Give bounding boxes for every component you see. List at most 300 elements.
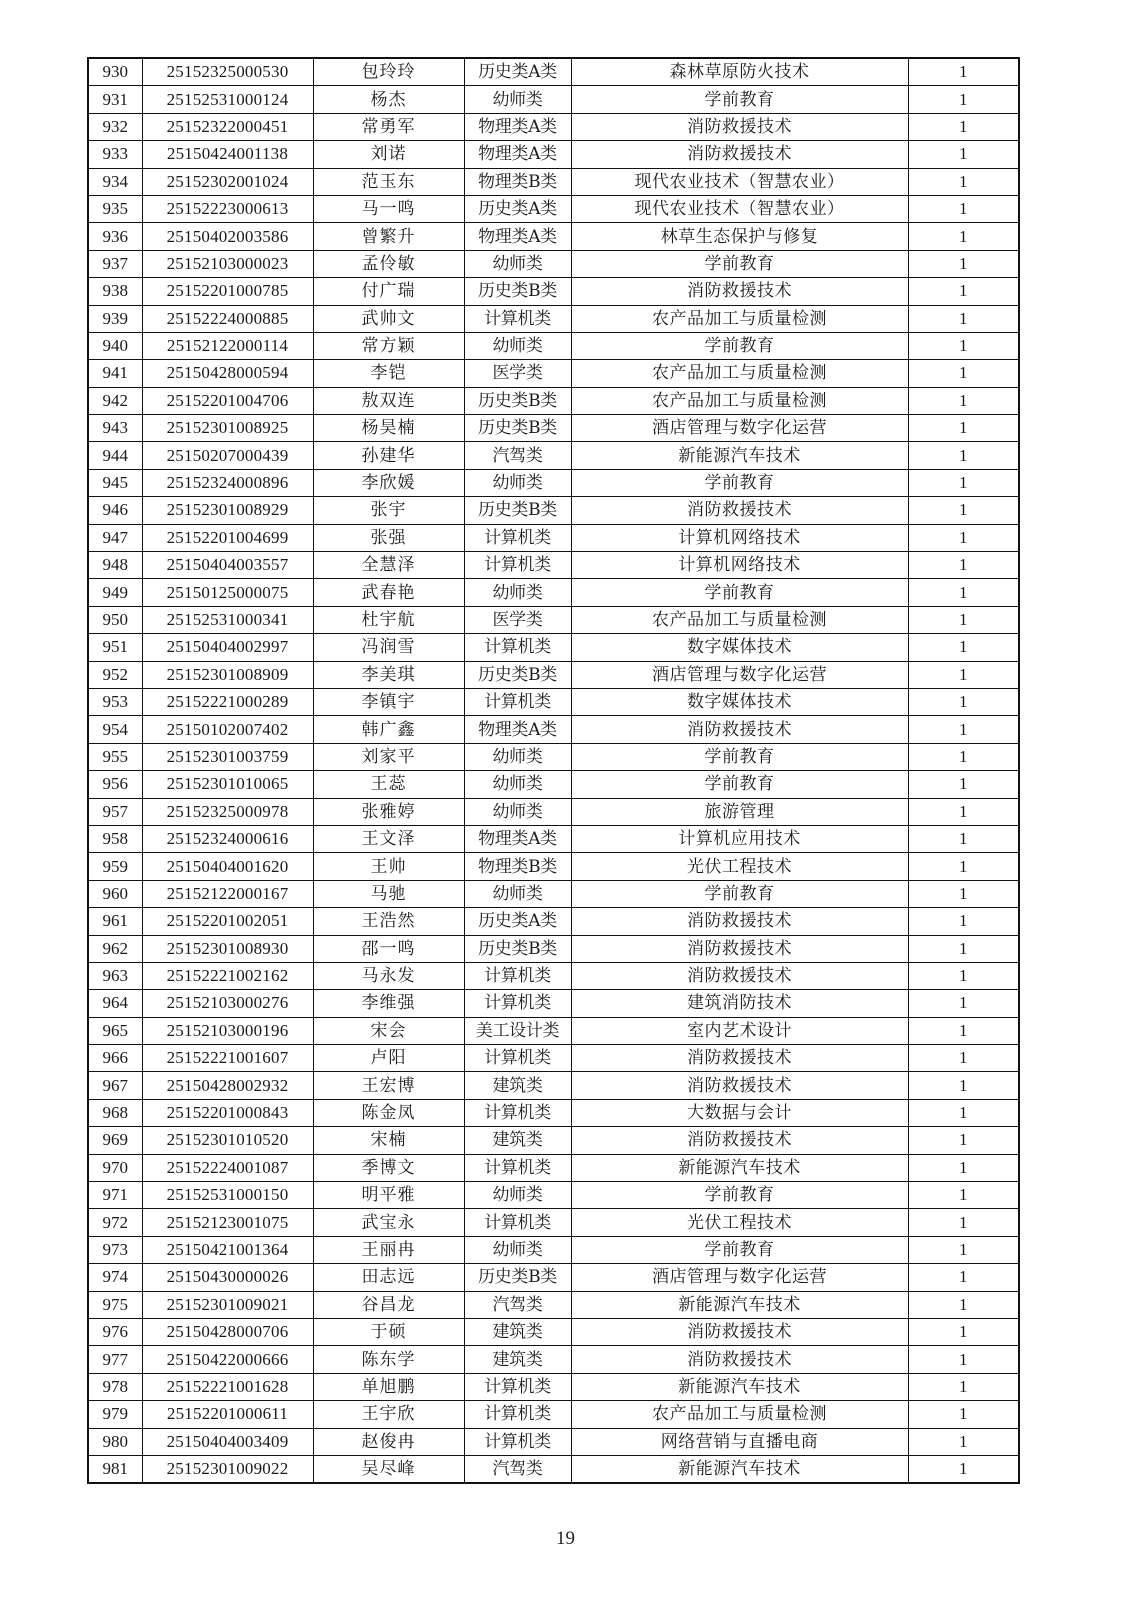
table-row bbox=[88, 743, 1019, 770]
table-row bbox=[88, 908, 1019, 935]
student-name-cell: 常勇军 bbox=[313, 113, 464, 140]
count-cell: 1 bbox=[908, 606, 1019, 633]
major-cell: 学前教育 bbox=[571, 1236, 908, 1263]
student-name-cell: 付广瑞 bbox=[313, 278, 464, 305]
exam-category-cell: 幼师类 bbox=[464, 1182, 571, 1209]
row-number-cell: 974 bbox=[88, 1264, 142, 1291]
exam-category-cell: 幼师类 bbox=[464, 771, 571, 798]
exam-category-cell: 建筑类 bbox=[464, 1318, 571, 1345]
exam-category-cell: 历史类A类 bbox=[464, 908, 571, 935]
student-name-cell: 李欣媛 bbox=[313, 469, 464, 496]
major-cell: 室内艺术设计 bbox=[571, 1017, 908, 1044]
student-name-cell: 刘诺 bbox=[313, 141, 464, 168]
major-cell: 林草生态保护与修复 bbox=[571, 223, 908, 250]
count-cell: 1 bbox=[908, 168, 1019, 195]
row-number-cell: 935 bbox=[88, 195, 142, 222]
major-cell: 消防救援技术 bbox=[571, 716, 908, 743]
student-name-cell: 包玲玲 bbox=[313, 58, 464, 86]
count-cell: 1 bbox=[908, 1401, 1019, 1428]
student-name-cell: 单旭鹏 bbox=[313, 1373, 464, 1400]
table-row bbox=[88, 1318, 1019, 1345]
student-name-cell: 冯润雪 bbox=[313, 634, 464, 661]
table-row bbox=[88, 141, 1019, 168]
count-cell: 1 bbox=[908, 1373, 1019, 1400]
count-cell: 1 bbox=[908, 771, 1019, 798]
table-row bbox=[88, 880, 1019, 907]
major-cell: 学前教育 bbox=[571, 1182, 908, 1209]
table-row bbox=[88, 1127, 1019, 1154]
count-cell: 1 bbox=[908, 250, 1019, 277]
candidate-id-cell: 25152201002051 bbox=[142, 908, 313, 935]
exam-category-cell: 物理类B类 bbox=[464, 168, 571, 195]
count-cell: 1 bbox=[908, 524, 1019, 551]
exam-category-cell: 物理类A类 bbox=[464, 141, 571, 168]
major-cell: 农产品加工与质量检测 bbox=[571, 1401, 908, 1428]
major-cell: 消防救援技术 bbox=[571, 497, 908, 524]
row-number-cell: 978 bbox=[88, 1373, 142, 1400]
table-row bbox=[88, 1099, 1019, 1126]
exam-category-cell: 幼师类 bbox=[464, 1236, 571, 1263]
row-number-cell: 967 bbox=[88, 1072, 142, 1099]
exam-category-cell: 医学类 bbox=[464, 360, 571, 387]
table-row bbox=[88, 1401, 1019, 1428]
candidate-id-cell: 25152302001024 bbox=[142, 168, 313, 195]
row-number-cell: 964 bbox=[88, 990, 142, 1017]
major-cell: 学前教育 bbox=[571, 743, 908, 770]
student-name-cell: 宋楠 bbox=[313, 1127, 464, 1154]
exam-category-cell: 幼师类 bbox=[464, 743, 571, 770]
candidate-id-cell: 25152221002162 bbox=[142, 962, 313, 989]
count-cell: 1 bbox=[908, 716, 1019, 743]
row-number-cell: 934 bbox=[88, 168, 142, 195]
count-cell: 1 bbox=[908, 1236, 1019, 1263]
exam-category-cell: 历史类B类 bbox=[464, 387, 571, 414]
table-row bbox=[88, 1455, 1019, 1483]
candidate-id-cell: 25152103000196 bbox=[142, 1017, 313, 1044]
table-row bbox=[88, 442, 1019, 469]
exam-category-cell: 物理类A类 bbox=[464, 113, 571, 140]
candidate-id-cell: 25150125000075 bbox=[142, 579, 313, 606]
row-number-cell: 933 bbox=[88, 141, 142, 168]
candidate-id-cell: 25150428000594 bbox=[142, 360, 313, 387]
row-number-cell: 961 bbox=[88, 908, 142, 935]
exam-category-cell: 历史类B类 bbox=[464, 935, 571, 962]
table-row bbox=[88, 962, 1019, 989]
student-name-cell: 敖双连 bbox=[313, 387, 464, 414]
exam-category-cell: 建筑类 bbox=[464, 1072, 571, 1099]
row-number-cell: 952 bbox=[88, 661, 142, 688]
candidate-id-cell: 25152224000885 bbox=[142, 305, 313, 332]
candidate-id-cell: 25150428002932 bbox=[142, 1072, 313, 1099]
count-cell: 1 bbox=[908, 1209, 1019, 1236]
count-cell: 1 bbox=[908, 1264, 1019, 1291]
candidate-id-cell: 25152301008909 bbox=[142, 661, 313, 688]
exam-category-cell: 计算机类 bbox=[464, 305, 571, 332]
student-name-cell: 范玉东 bbox=[313, 168, 464, 195]
major-cell: 新能源汽车技术 bbox=[571, 442, 908, 469]
row-number-cell: 949 bbox=[88, 579, 142, 606]
major-cell: 酒店管理与数字化运营 bbox=[571, 1264, 908, 1291]
count-cell: 1 bbox=[908, 1072, 1019, 1099]
major-cell: 计算机网络技术 bbox=[571, 552, 908, 579]
student-name-cell: 李美琪 bbox=[313, 661, 464, 688]
candidate-id-cell: 25152301009022 bbox=[142, 1455, 313, 1483]
exam-category-cell: 物理类B类 bbox=[464, 853, 571, 880]
candidate-id-cell: 25152122000167 bbox=[142, 880, 313, 907]
major-cell: 酒店管理与数字化运营 bbox=[571, 661, 908, 688]
count-cell: 1 bbox=[908, 1045, 1019, 1072]
table-row bbox=[88, 798, 1019, 825]
count-cell: 1 bbox=[908, 634, 1019, 661]
table-row bbox=[88, 688, 1019, 715]
count-cell: 1 bbox=[908, 141, 1019, 168]
page-number: 19 bbox=[556, 1528, 575, 1549]
exam-category-cell: 历史类B类 bbox=[464, 497, 571, 524]
major-cell: 学前教育 bbox=[571, 250, 908, 277]
candidate-id-cell: 25152201000611 bbox=[142, 1401, 313, 1428]
major-cell: 计算机应用技术 bbox=[571, 825, 908, 852]
count-cell: 1 bbox=[908, 990, 1019, 1017]
row-number-cell: 960 bbox=[88, 880, 142, 907]
table-row bbox=[88, 195, 1019, 222]
table-row bbox=[88, 250, 1019, 277]
major-cell: 学前教育 bbox=[571, 86, 908, 113]
exam-category-cell: 物理类A类 bbox=[464, 223, 571, 250]
major-cell: 旅游管理 bbox=[571, 798, 908, 825]
exam-category-cell: 计算机类 bbox=[464, 962, 571, 989]
candidate-id-cell: 25152224001087 bbox=[142, 1154, 313, 1181]
row-number-cell: 944 bbox=[88, 442, 142, 469]
exam-category-cell: 幼师类 bbox=[464, 332, 571, 359]
student-name-cell: 王帅 bbox=[313, 853, 464, 880]
student-name-cell: 孙建华 bbox=[313, 442, 464, 469]
exam-category-cell: 计算机类 bbox=[464, 1401, 571, 1428]
candidate-id-cell: 25152201000785 bbox=[142, 278, 313, 305]
major-cell: 消防救援技术 bbox=[571, 962, 908, 989]
row-number-cell: 932 bbox=[88, 113, 142, 140]
table-row bbox=[88, 305, 1019, 332]
count-cell: 1 bbox=[908, 743, 1019, 770]
row-number-cell: 962 bbox=[88, 935, 142, 962]
row-number-cell: 981 bbox=[88, 1455, 142, 1483]
table-row bbox=[88, 332, 1019, 359]
table-body bbox=[88, 58, 1019, 1483]
student-name-cell: 李铠 bbox=[313, 360, 464, 387]
student-name-cell: 常方颖 bbox=[313, 332, 464, 359]
student-name-cell: 李镇宇 bbox=[313, 688, 464, 715]
student-name-cell: 张宇 bbox=[313, 497, 464, 524]
student-name-cell: 季博文 bbox=[313, 1154, 464, 1181]
exam-category-cell: 计算机类 bbox=[464, 688, 571, 715]
major-cell: 消防救援技术 bbox=[571, 1318, 908, 1345]
major-cell: 数字媒体技术 bbox=[571, 688, 908, 715]
count-cell: 1 bbox=[908, 86, 1019, 113]
student-name-cell: 卢阳 bbox=[313, 1045, 464, 1072]
count-cell: 1 bbox=[908, 195, 1019, 222]
count-cell: 1 bbox=[908, 387, 1019, 414]
student-name-cell: 于硕 bbox=[313, 1318, 464, 1345]
major-cell: 现代农业技术（智慧农业） bbox=[571, 168, 908, 195]
candidate-id-cell: 25152221001607 bbox=[142, 1045, 313, 1072]
row-number-cell: 970 bbox=[88, 1154, 142, 1181]
count-cell: 1 bbox=[908, 688, 1019, 715]
candidate-id-cell: 25150207000439 bbox=[142, 442, 313, 469]
row-number-cell: 943 bbox=[88, 415, 142, 442]
count-cell: 1 bbox=[908, 661, 1019, 688]
document-page bbox=[87, 57, 1020, 1484]
table-row bbox=[88, 771, 1019, 798]
candidate-id-cell: 25152122000114 bbox=[142, 332, 313, 359]
candidate-id-cell: 25152325000530 bbox=[142, 58, 313, 86]
count-cell: 1 bbox=[908, 469, 1019, 496]
table-row bbox=[88, 634, 1019, 661]
row-number-cell: 972 bbox=[88, 1209, 142, 1236]
count-cell: 1 bbox=[908, 223, 1019, 250]
student-name-cell: 王宇欣 bbox=[313, 1401, 464, 1428]
student-name-cell: 张强 bbox=[313, 524, 464, 551]
row-number-cell: 969 bbox=[88, 1127, 142, 1154]
student-name-cell: 明平雅 bbox=[313, 1182, 464, 1209]
row-number-cell: 980 bbox=[88, 1428, 142, 1455]
major-cell: 农产品加工与质量检测 bbox=[571, 360, 908, 387]
major-cell: 消防救援技术 bbox=[571, 1127, 908, 1154]
table-row bbox=[88, 86, 1019, 113]
row-number-cell: 938 bbox=[88, 278, 142, 305]
count-cell: 1 bbox=[908, 1154, 1019, 1181]
student-name-cell: 武春艳 bbox=[313, 579, 464, 606]
row-number-cell: 956 bbox=[88, 771, 142, 798]
table-row bbox=[88, 1264, 1019, 1291]
count-cell: 1 bbox=[908, 798, 1019, 825]
candidate-id-cell: 25152325000978 bbox=[142, 798, 313, 825]
count-cell: 1 bbox=[908, 1291, 1019, 1318]
row-number-cell: 975 bbox=[88, 1291, 142, 1318]
count-cell: 1 bbox=[908, 579, 1019, 606]
candidate-id-cell: 25152301008930 bbox=[142, 935, 313, 962]
exam-category-cell: 计算机类 bbox=[464, 990, 571, 1017]
exam-category-cell: 历史类B类 bbox=[464, 661, 571, 688]
exam-category-cell: 计算机类 bbox=[464, 1209, 571, 1236]
table-row bbox=[88, 278, 1019, 305]
major-cell: 新能源汽车技术 bbox=[571, 1291, 908, 1318]
row-number-cell: 954 bbox=[88, 716, 142, 743]
count-cell: 1 bbox=[908, 962, 1019, 989]
student-name-cell: 杨杰 bbox=[313, 86, 464, 113]
row-number-cell: 973 bbox=[88, 1236, 142, 1263]
candidate-id-cell: 25150404001620 bbox=[142, 853, 313, 880]
major-cell: 建筑消防技术 bbox=[571, 990, 908, 1017]
count-cell: 1 bbox=[908, 853, 1019, 880]
exam-category-cell: 美工设计类 bbox=[464, 1017, 571, 1044]
table-row bbox=[88, 415, 1019, 442]
major-cell: 农产品加工与质量检测 bbox=[571, 606, 908, 633]
count-cell: 1 bbox=[908, 278, 1019, 305]
table-row bbox=[88, 853, 1019, 880]
major-cell: 计算机网络技术 bbox=[571, 524, 908, 551]
candidate-id-cell: 25152324000616 bbox=[142, 825, 313, 852]
table-row bbox=[88, 716, 1019, 743]
student-name-cell: 王宏博 bbox=[313, 1072, 464, 1099]
table-row bbox=[88, 524, 1019, 551]
candidate-id-cell: 25150404003409 bbox=[142, 1428, 313, 1455]
table-row bbox=[88, 552, 1019, 579]
candidate-id-cell: 25152301008925 bbox=[142, 415, 313, 442]
row-number-cell: 963 bbox=[88, 962, 142, 989]
row-number-cell: 947 bbox=[88, 524, 142, 551]
candidate-id-cell: 25152301010520 bbox=[142, 1127, 313, 1154]
count-cell: 1 bbox=[908, 497, 1019, 524]
candidate-id-cell: 25152324000896 bbox=[142, 469, 313, 496]
major-cell: 消防救援技术 bbox=[571, 1072, 908, 1099]
count-cell: 1 bbox=[908, 552, 1019, 579]
student-name-cell: 韩广鑫 bbox=[313, 716, 464, 743]
student-name-cell: 赵俊冉 bbox=[313, 1428, 464, 1455]
table-row bbox=[88, 1072, 1019, 1099]
table-row bbox=[88, 990, 1019, 1017]
admission-table bbox=[87, 57, 1020, 1484]
exam-category-cell: 历史类B类 bbox=[464, 415, 571, 442]
row-number-cell: 940 bbox=[88, 332, 142, 359]
table-row bbox=[88, 223, 1019, 250]
table-row bbox=[88, 1045, 1019, 1072]
student-name-cell: 刘家平 bbox=[313, 743, 464, 770]
row-number-cell: 950 bbox=[88, 606, 142, 633]
exam-category-cell: 物理类A类 bbox=[464, 716, 571, 743]
major-cell: 学前教育 bbox=[571, 880, 908, 907]
candidate-id-cell: 25152531000341 bbox=[142, 606, 313, 633]
exam-category-cell: 医学类 bbox=[464, 606, 571, 633]
student-name-cell: 全慧泽 bbox=[313, 552, 464, 579]
row-number-cell: 965 bbox=[88, 1017, 142, 1044]
major-cell: 消防救援技术 bbox=[571, 1045, 908, 1072]
candidate-id-cell: 25152301008929 bbox=[142, 497, 313, 524]
count-cell: 1 bbox=[908, 1099, 1019, 1126]
count-cell: 1 bbox=[908, 305, 1019, 332]
table-row bbox=[88, 469, 1019, 496]
row-number-cell: 939 bbox=[88, 305, 142, 332]
exam-category-cell: 汽驾类 bbox=[464, 442, 571, 469]
student-name-cell: 马一鸣 bbox=[313, 195, 464, 222]
major-cell: 学前教育 bbox=[571, 579, 908, 606]
major-cell: 光伏工程技术 bbox=[571, 1209, 908, 1236]
major-cell: 学前教育 bbox=[571, 771, 908, 798]
table-row bbox=[88, 1346, 1019, 1373]
row-number-cell: 977 bbox=[88, 1346, 142, 1373]
candidate-id-cell: 25152221000289 bbox=[142, 688, 313, 715]
major-cell: 现代农业技术（智慧农业） bbox=[571, 195, 908, 222]
table-row bbox=[88, 58, 1019, 86]
exam-category-cell: 建筑类 bbox=[464, 1346, 571, 1373]
exam-category-cell: 幼师类 bbox=[464, 880, 571, 907]
row-number-cell: 951 bbox=[88, 634, 142, 661]
exam-category-cell: 计算机类 bbox=[464, 1154, 571, 1181]
candidate-id-cell: 25152301010065 bbox=[142, 771, 313, 798]
table-row bbox=[88, 113, 1019, 140]
student-name-cell: 邵一鸣 bbox=[313, 935, 464, 962]
row-number-cell: 936 bbox=[88, 223, 142, 250]
student-name-cell: 李维强 bbox=[313, 990, 464, 1017]
major-cell: 新能源汽车技术 bbox=[571, 1373, 908, 1400]
count-cell: 1 bbox=[908, 1182, 1019, 1209]
candidate-id-cell: 25150404003557 bbox=[142, 552, 313, 579]
student-name-cell: 王丽冉 bbox=[313, 1236, 464, 1263]
row-number-cell: 971 bbox=[88, 1182, 142, 1209]
count-cell: 1 bbox=[908, 908, 1019, 935]
table-row bbox=[88, 935, 1019, 962]
exam-category-cell: 计算机类 bbox=[464, 1099, 571, 1126]
table-row bbox=[88, 661, 1019, 688]
exam-category-cell: 幼师类 bbox=[464, 250, 571, 277]
candidate-id-cell: 25152301009021 bbox=[142, 1291, 313, 1318]
candidate-id-cell: 25150402003586 bbox=[142, 223, 313, 250]
row-number-cell: 958 bbox=[88, 825, 142, 852]
candidate-id-cell: 25152531000150 bbox=[142, 1182, 313, 1209]
row-number-cell: 942 bbox=[88, 387, 142, 414]
table-row bbox=[88, 1373, 1019, 1400]
count-cell: 1 bbox=[908, 442, 1019, 469]
exam-category-cell: 计算机类 bbox=[464, 524, 571, 551]
candidate-id-cell: 25150428000706 bbox=[142, 1318, 313, 1345]
candidate-id-cell: 25152201004706 bbox=[142, 387, 313, 414]
student-name-cell: 杜宇航 bbox=[313, 606, 464, 633]
exam-category-cell: 幼师类 bbox=[464, 86, 571, 113]
major-cell: 消防救援技术 bbox=[571, 278, 908, 305]
exam-category-cell: 历史类B类 bbox=[464, 278, 571, 305]
major-cell: 消防救援技术 bbox=[571, 908, 908, 935]
row-number-cell: 979 bbox=[88, 1401, 142, 1428]
candidate-id-cell: 25150102007402 bbox=[142, 716, 313, 743]
count-cell: 1 bbox=[908, 360, 1019, 387]
exam-category-cell: 物理类A类 bbox=[464, 825, 571, 852]
exam-category-cell: 计算机类 bbox=[464, 634, 571, 661]
candidate-id-cell: 25150422000666 bbox=[142, 1346, 313, 1373]
candidate-id-cell: 25150424001138 bbox=[142, 141, 313, 168]
major-cell: 酒店管理与数字化运营 bbox=[571, 415, 908, 442]
count-cell: 1 bbox=[908, 415, 1019, 442]
exam-category-cell: 计算机类 bbox=[464, 552, 571, 579]
student-name-cell: 王蕊 bbox=[313, 771, 464, 798]
candidate-id-cell: 25152223000613 bbox=[142, 195, 313, 222]
row-number-cell: 948 bbox=[88, 552, 142, 579]
major-cell: 大数据与会计 bbox=[571, 1099, 908, 1126]
exam-category-cell: 幼师类 bbox=[464, 798, 571, 825]
major-cell: 消防救援技术 bbox=[571, 1346, 908, 1373]
student-name-cell: 陈金凤 bbox=[313, 1099, 464, 1126]
table-row bbox=[88, 1154, 1019, 1181]
exam-category-cell: 幼师类 bbox=[464, 579, 571, 606]
table-row bbox=[88, 825, 1019, 852]
count-cell: 1 bbox=[908, 825, 1019, 852]
student-name-cell: 武帅文 bbox=[313, 305, 464, 332]
major-cell: 网络营销与直播电商 bbox=[571, 1428, 908, 1455]
exam-category-cell: 历史类A类 bbox=[464, 195, 571, 222]
major-cell: 新能源汽车技术 bbox=[571, 1154, 908, 1181]
table-row bbox=[88, 168, 1019, 195]
candidate-id-cell: 25150430000026 bbox=[142, 1264, 313, 1291]
candidate-id-cell: 25152201000843 bbox=[142, 1099, 313, 1126]
student-name-cell: 张雅婷 bbox=[313, 798, 464, 825]
student-name-cell: 马驰 bbox=[313, 880, 464, 907]
candidate-id-cell: 25150421001364 bbox=[142, 1236, 313, 1263]
student-name-cell: 马永发 bbox=[313, 962, 464, 989]
table-row bbox=[88, 579, 1019, 606]
student-name-cell: 王浩然 bbox=[313, 908, 464, 935]
candidate-id-cell: 25150404002997 bbox=[142, 634, 313, 661]
row-number-cell: 953 bbox=[88, 688, 142, 715]
major-cell: 消防救援技术 bbox=[571, 113, 908, 140]
table-row bbox=[88, 497, 1019, 524]
count-cell: 1 bbox=[908, 880, 1019, 907]
